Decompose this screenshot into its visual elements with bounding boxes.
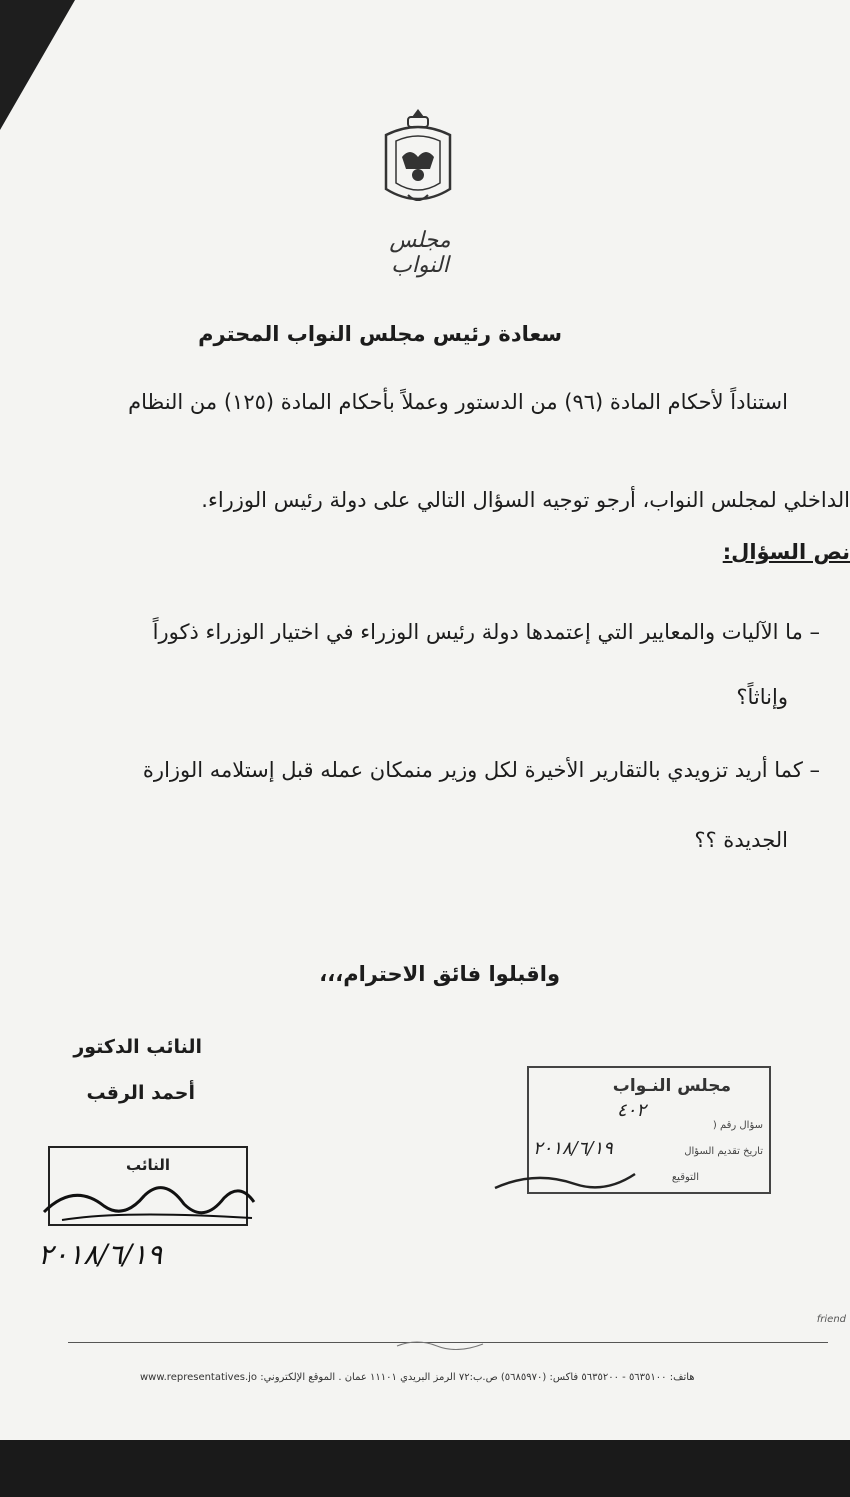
council-name-script: مجلس النواب — [389, 228, 451, 278]
mp-stamp-label: النائب — [125, 1156, 171, 1174]
mp-stamp — [48, 1146, 248, 1226]
jordan-coat-of-arms-icon — [378, 105, 458, 215]
registry-council-name: مجلس النـواب — [612, 1076, 731, 1096]
paragraph-line-1: استناداً لأحكام المادة (٩٦) من الدستور وعملاً بأحكام المادة (١٢٥) من النظام — [128, 390, 788, 414]
question-2-line-1: – كما أريد تزويدي بالتقارير الأخيرة لكل وزير منمكان عمله قبل إستلامه الوزارة — [142, 758, 820, 782]
registry-signature — [495, 1164, 645, 1194]
submit-date-label: تاريخ تقديم السؤال — [684, 1146, 763, 1157]
question-1-line-1: – ما الآليات والمعايير التي إعتمدها دولة رئيس الوزراء في اختيار الوزراء ذكوراً — [152, 620, 820, 644]
question-2-line-2: الجديدة ؟؟ — [694, 828, 788, 852]
footer-contact: هاتف: ٥٦٣٥١٠٠ - ٥٦٣٥٢٠٠ فاكس: (٥٦٨٥٩٧٠) ص.ب:٧٢ الرمز البريدي ١١١٠١ عمان . الموقع الإلكتروني: www.representatives.jo — [140, 1372, 695, 1383]
registry-stamp — [527, 1066, 771, 1194]
footer-logo — [395, 1338, 485, 1352]
closing-line: واقبلوا فائق الاحترام،،، — [319, 962, 560, 986]
question-heading: نص السؤال: — [722, 540, 850, 564]
signatory-title: النائب الدكتور — [73, 1036, 202, 1058]
submit-date-value: ٢٠١٨/٦/١٩ — [533, 1138, 613, 1159]
handwritten-signature — [42, 1172, 272, 1232]
signatory-name: أحمد الرقب — [86, 1082, 195, 1104]
signature-label: التوقيع — [671, 1172, 699, 1183]
paragraph-line-2: الداخلي لمجلس النواب، أرجو توجيه السؤال التالي على دولة رئيس الوزراء. — [201, 488, 850, 512]
handwritten-date: ٢٠١٨/٦/١٩ — [38, 1238, 163, 1271]
addressee: سعادة رئيس مجلس النواب المحترم — [198, 322, 562, 346]
question-number-label: سؤال رقم ( — [712, 1120, 763, 1131]
question-number-value: ٤٠٢ — [617, 1100, 647, 1121]
corner-mark: friend — [816, 1314, 846, 1325]
question-1-line-2: وإناثاً؟ — [736, 685, 788, 709]
